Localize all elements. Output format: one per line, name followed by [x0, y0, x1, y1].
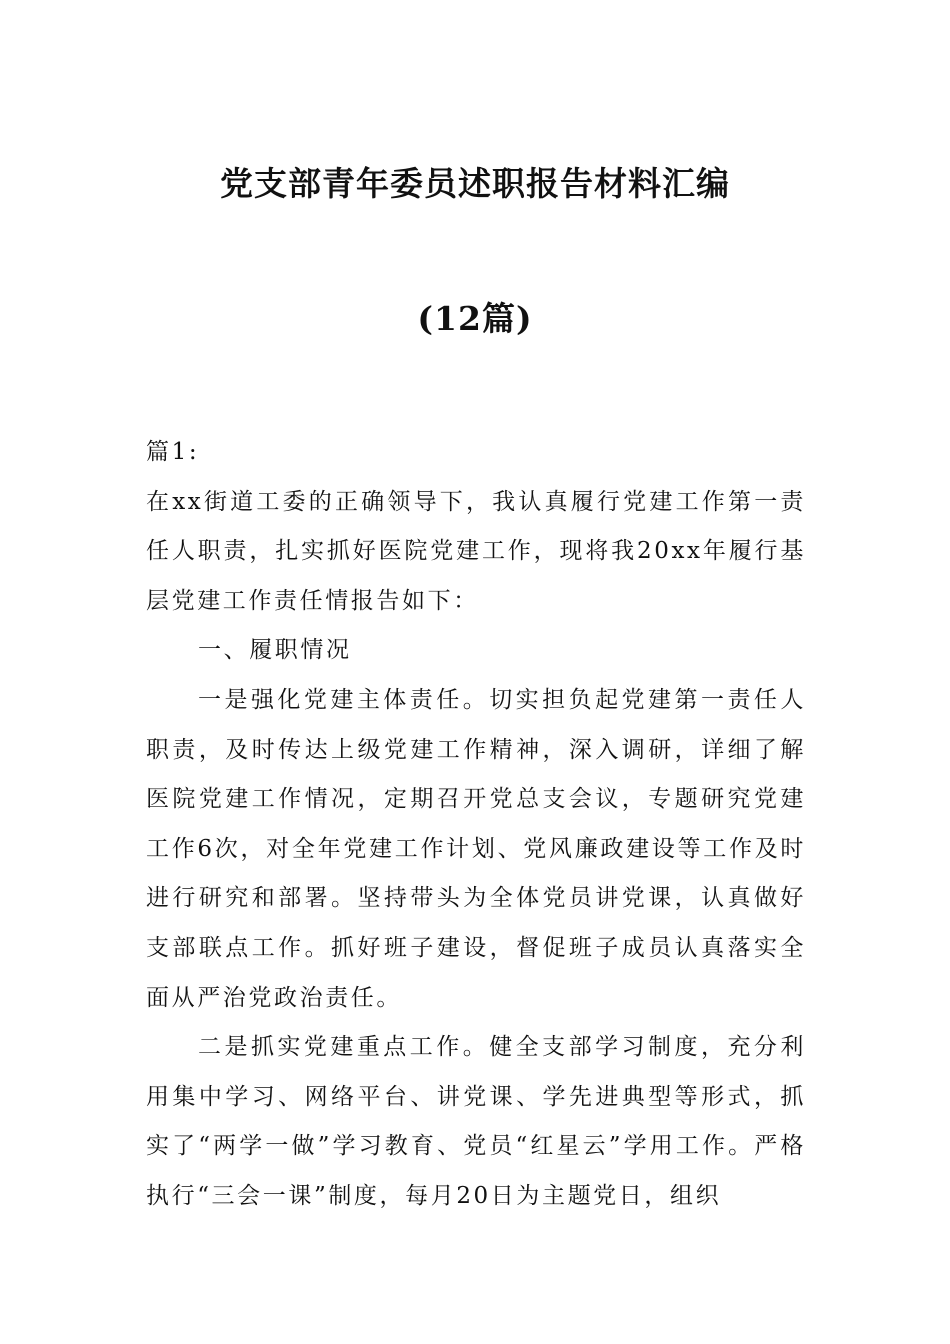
body-paragraph: 一是强化党建主体责任。切实担负起党建第一责任人职责，及时传达上级党建工作精神，深入调研，详细了解医院党建工作情况，定期召开党总支会议，专题研究党建工作6次，对全年党建工作计划、党风廉政建设等工作及时进行研究和部署。坚持带头为全体党员讲党课，认真做好支部联点工作。抓好班子建设，督促班子成员认真落实全面从严治党政治责任。 — [146, 686, 806, 1011]
section-heading: 一、履职情况 — [198, 637, 352, 664]
document-title: 党支部青年委员述职报告材料汇编 — [220, 164, 730, 203]
section-label: 篇1: — [146, 439, 200, 465]
document-body — [146, 428, 806, 1222]
intro-paragraph: 在xx街道工委的正确领导下，我认真履行党建工作第一责任人职责，扎实抓好医院党建工作，现将我20xx年履行基层党建工作责任情报告如下： — [146, 488, 806, 614]
body-paragraph: 二是抓实党建重点工作。健全支部学习制度，充分利用集中学习、网络平台、讲党课、学先进典型等形式，抓实了“两学一做”学习教育、党员“红星云”学用工作。严格执行“三会一课”制度，每月20日为主题党日，组织 — [146, 1034, 806, 1209]
document-subtitle: (12篇) — [417, 299, 533, 338]
